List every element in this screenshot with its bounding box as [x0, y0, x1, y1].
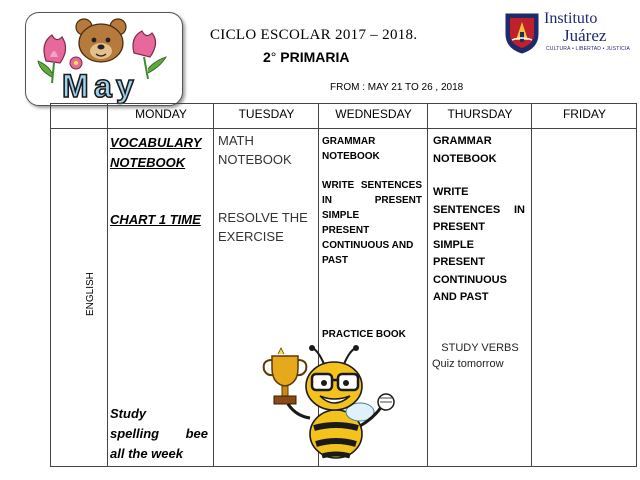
tuesday-exercise	[218, 208, 318, 246]
wednesday-grammar-line1: GRAMMAR	[322, 136, 376, 147]
thursday-sentences-line3: PRESENT	[433, 221, 485, 233]
wednesday-cell	[322, 134, 422, 164]
wednesday-sentences	[322, 178, 422, 268]
monday-cell	[110, 133, 208, 173]
tuesday-cell	[218, 131, 318, 169]
tuesday-exercise-line2: EXERCISE	[218, 229, 284, 244]
thursday-grammar-line2: NOTEBOOK	[433, 152, 497, 165]
thursday-sentences-line7: AND PAST	[433, 291, 489, 303]
column-header-tuesday: TUESDAY	[238, 107, 295, 121]
monday-study-line1: Study	[110, 406, 147, 421]
monday-study-word-bee: bee	[185, 426, 208, 441]
column-header-friday: FRIDAY	[562, 107, 607, 121]
school-year-title: CICLO ESCOLAR 2017 – 2018.	[210, 27, 418, 43]
wednesday-grammar-line2: NOTEBOOK	[322, 151, 380, 162]
thursday-sentences-line1: WRITE	[433, 186, 469, 198]
bee-with-trophy-icon	[258, 342, 400, 468]
svg-text:a: a	[94, 68, 112, 104]
monday-study-line2	[110, 424, 208, 444]
tuesday-exercise-line1: RESOLVE THE	[218, 210, 308, 225]
logo-name-line2: Juárez	[563, 26, 607, 45]
wednesday-sentences-line1: WRITE SENTENCES IN PRESENT	[322, 180, 422, 206]
thursday-grammar-line1: GRAMMAR	[433, 135, 492, 147]
row-label-english: ENGLISH	[85, 272, 96, 316]
thursday-sentences-line2: SENTENCES IN	[433, 203, 525, 216]
tuesday-math-line1: MATH	[218, 133, 254, 148]
wednesday-sentences-line2: SIMPLE	[322, 210, 360, 221]
wednesday-sentences-line5: PAST	[322, 255, 348, 266]
date-range: FROM : MAY 21 TO 26 , 2018	[330, 82, 464, 93]
grade-number: 2	[263, 49, 271, 65]
month-clipart-frame	[25, 12, 183, 106]
thursday-sentences-line6: CONTINUOUS	[433, 273, 507, 286]
thursday-study-verbs-line1: STUDY VERBS	[441, 342, 519, 354]
column-header-wednesday: WEDNESDAY	[335, 107, 412, 121]
monday-vocabulary-line1: VOCABULARY	[110, 135, 202, 150]
thursday-sentences-line5: PRESENT	[433, 256, 485, 268]
monday-chart: CHART 1 TIME	[110, 212, 201, 227]
grade-label	[263, 49, 350, 65]
monday-study-word-spelling: spelling	[110, 426, 160, 441]
wednesday-practice-book: PRACTICE BOOK	[322, 329, 406, 340]
monday-study-note	[110, 404, 208, 464]
column-header-thursday: THURSDAY	[447, 107, 513, 121]
logo-tagline: CULTURA • LIBERTAD • JUSTICIA	[546, 46, 631, 52]
may-teddy-bear-icon	[26, 13, 182, 105]
svg-text:M: M	[62, 68, 89, 104]
grade-degree: °	[270, 49, 277, 65]
instituto-juarez-shield-icon	[500, 10, 544, 54]
thursday-study-verbs	[432, 340, 528, 372]
wednesday-sentences-line4: CONTINUOUS AND	[322, 240, 414, 251]
monday-vocabulary-line2: NOTEBOOK	[110, 155, 186, 170]
thursday-cell	[433, 133, 525, 168]
grade-name: PRIMARIA	[280, 49, 350, 65]
wednesday-sentences-line3: PRESENT	[322, 225, 370, 236]
thursday-quiz-line2: Quiz tomorrow	[432, 358, 504, 370]
column-header-monday: MONDAY	[135, 107, 187, 121]
svg-text:y: y	[116, 68, 134, 104]
monday-study-line3: all the week	[110, 446, 183, 461]
logo-name-line1: Instituto	[544, 10, 598, 27]
tuesday-math-line2: NOTEBOOK	[218, 152, 292, 167]
thursday-sentences	[433, 184, 525, 307]
thursday-sentences-line4: SIMPLE	[433, 238, 474, 251]
